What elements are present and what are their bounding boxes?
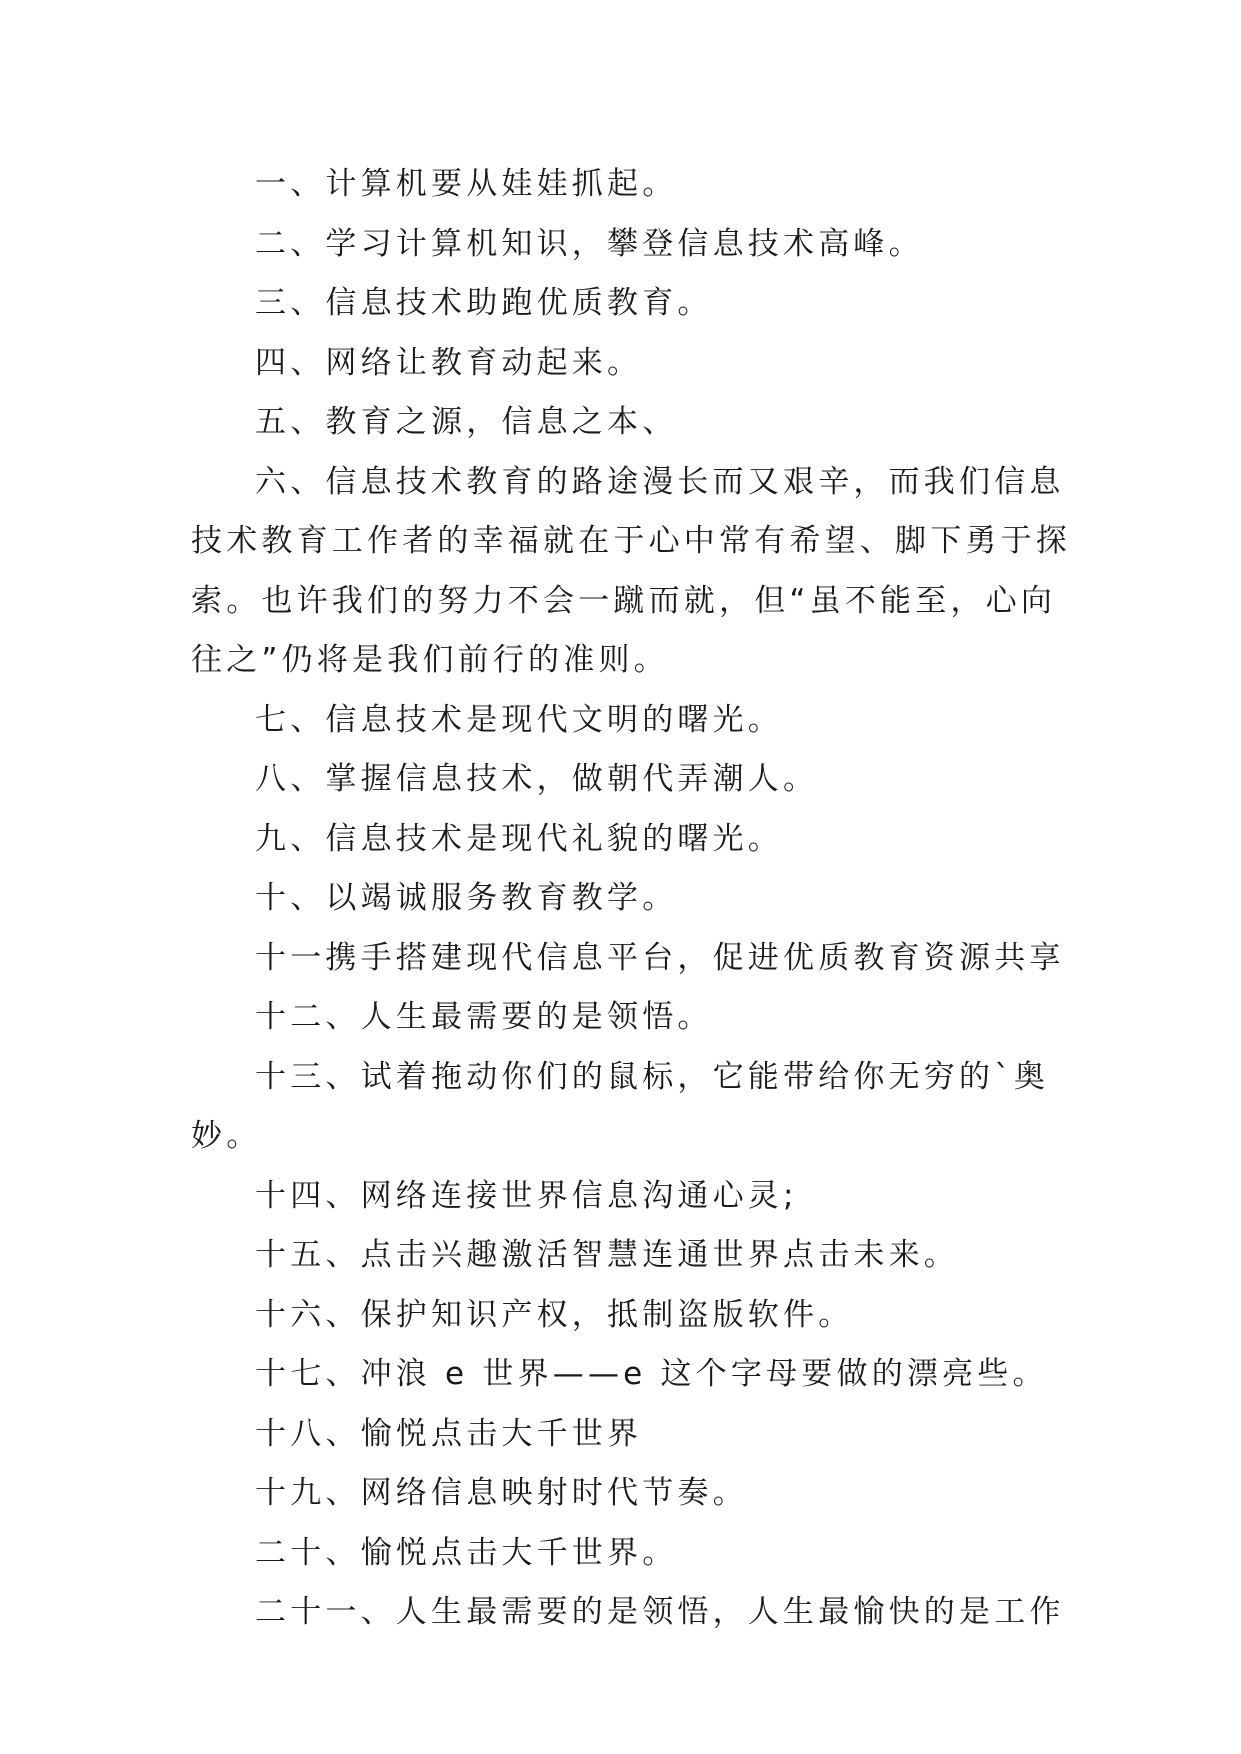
paragraph-1: 一、计算机要从娃娃抓起。 [255,166,678,202]
paragraph-6: 六、信息技术教育的路途漫长而又艰辛，而我们信息技术教育工作者的幸福就在于心中常有希望、脚下勇于探索。也许我们的努力不会一蹴而就，但“虽不能至，心向往之”仍将是我们前行的准则。 [191,463,1071,678]
paragraph-13: 十三、试着拖动你们的鼠标，它能带给你无穷的`奥妙。 [191,1058,1050,1154]
paragraph-3: 三、信息技术助跑优质教育。 [255,285,713,321]
paragraph-10: 十、以竭诚服务教育教学。 [255,880,678,916]
paragraph-12: 十二、人生最需要的是领悟。 [255,999,713,1035]
paragraph-5: 五、教育之源，信息之本、 [255,404,678,440]
paragraph-19: 十九、网络信息映射时代节奏。 [255,1475,748,1511]
paragraph-16: 十六、保护知识产权，抵制盗版软件。 [255,1296,854,1333]
paragraph-11: 十一携手搭建现代信息平台，促进优质教育资源共享 [255,939,1065,976]
paragraph-7: 七、信息技术是现代文明的曙光。 [255,701,783,738]
paragraph-8: 八、掌握信息技术，做朝代弄潮人。 [255,761,819,797]
paragraph-2: 二、学习计算机知识，攀登信息技术高峰。 [255,225,924,262]
paragraph-21: 二十一、人生最需要的是领悟，人生最愉快的是工作 [255,1594,1065,1630]
paragraph-4: 四、网络让教育动起来。 [255,344,643,381]
paragraph-15: 十五、点击兴趣激活智慧连通世界点击未来。 [255,1237,959,1273]
paragraph-17: 十七、冲浪 e 世界——e 这个字母要做的漂亮些。 [255,1356,1048,1392]
document-body [191,155,1071,1643]
paragraph-20: 二十、愉悦点击大千世界。 [255,1534,678,1571]
paragraph-18: 十八、愉悦点击大千世界 [255,1415,643,1452]
paragraph-14: 十四、网络连接世界信息沟通心灵; [255,1177,798,1214]
paragraph-9: 九、信息技术是现代礼貌的曙光。 [255,820,783,857]
